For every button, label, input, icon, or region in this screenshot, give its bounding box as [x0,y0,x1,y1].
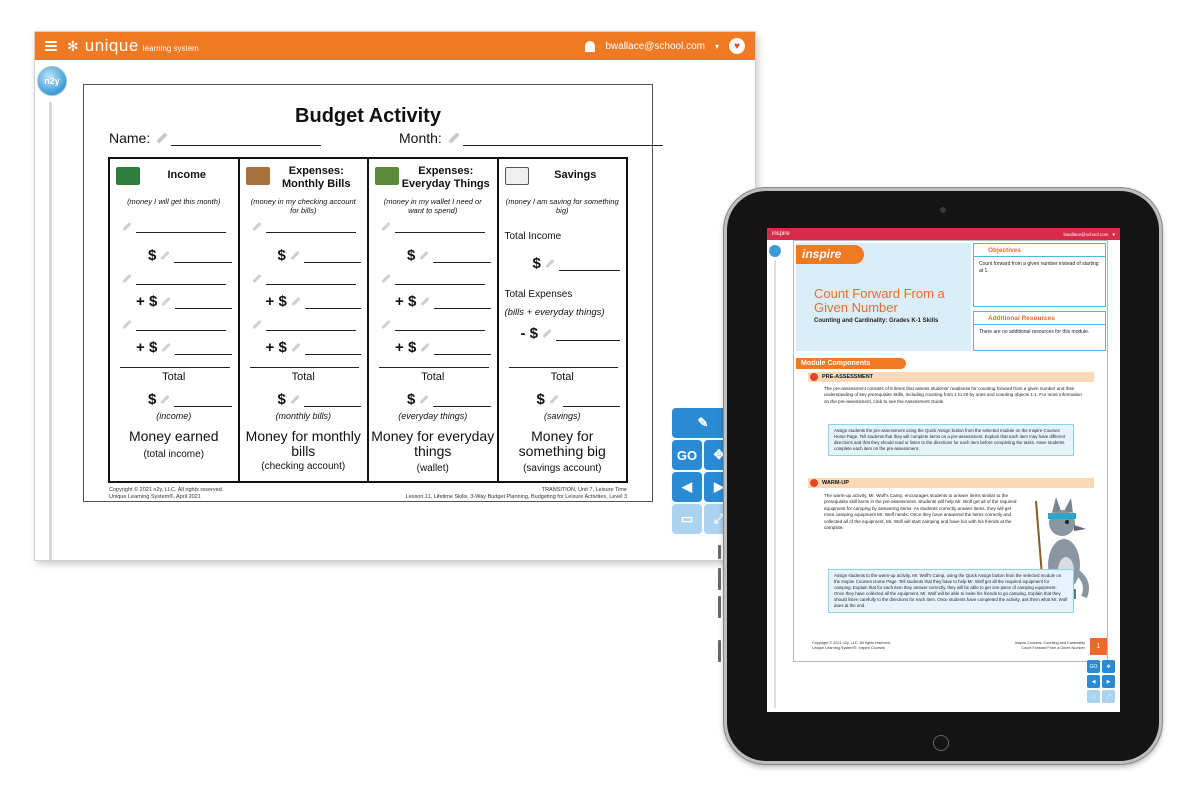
amount-line[interactable] [305,341,361,355]
wallet-icon [375,167,399,185]
warm-up-body: The warm-up activity, Mr. Wolf's Camp, encourages students to answer items similar to the prerequisite skill items in the pre-assessment. Students will help Mr. Wolf get all of the required equipment for camping by answering items. As students correctly answer items, they will get more camping equipment Mr. Wolf needs. Once they have answered the items correctly and collected all of the equipment, Mr. Wolf will start camping and have fun with his friends at the campsite. [824,493,1017,531]
dollar-sign: $ [278,339,287,356]
dollar-sign: $ [407,293,417,310]
total-line[interactable] [174,393,231,407]
total-line[interactable] [563,393,620,407]
divider [509,367,619,368]
footer-line: Unique Learning System®, April 2021 [109,494,201,500]
entry-line[interactable] [266,317,356,331]
pencil-icon [252,273,261,282]
total-income-label: Total Income [504,231,562,242]
dollar-sign: $ [536,391,545,408]
small-label: (total income) [143,449,205,460]
tablet-side-button [718,596,721,618]
entry-line[interactable] [136,317,226,331]
column-description: (money in my checking account for bills) [250,197,356,215]
entry-line[interactable] [395,271,485,285]
footer-line: TRANSITION, Unit 7, Leisure Time [541,487,627,493]
user-email[interactable]: bwallace@school.com [605,40,705,52]
pencil-icon [162,297,171,306]
small-label: (checking account) [261,461,346,472]
total-line[interactable] [304,393,361,407]
warm-up-note: Assign students to the warm-up activity, Mr. Wolf's Camp, using the Quick Assign button from the selected module on the Inspire Courses Home Page. Tell students that they have to help Mr. Wolf get all the required equipment for camping. Explain that for each item they answer correctly, they will be able to get one piece of camping equipment. Once they have collected all the equipment, Mr. Wolf will be able to invite his friends to go camping. Explain that they should listen carefully to the directions for each item. Once students have completed the activity, ask them what Mr. Wolf does at the end. [828,569,1074,613]
plus-sign: + [265,339,275,356]
warm-up-section [808,478,1094,488]
page-footer-left [812,641,891,651]
speech-bubble-icon[interactable]: ▭ [1087,690,1100,703]
amount-line[interactable] [434,341,490,355]
tablet-side-button [718,568,721,590]
amount-line[interactable] [305,295,361,309]
snowflake-icon: ✻ [67,38,79,54]
pencil-tool-button[interactable]: ✎ [672,408,734,438]
inspire-logo: inspire [796,245,864,264]
total-expenses-line[interactable] [556,327,620,341]
heart-icon[interactable]: ♥ [729,38,745,54]
dollar-sign: $ [148,391,157,408]
pencil-icon [381,221,390,230]
savings-column [499,159,627,481]
move-icon[interactable]: ✥ [704,440,734,470]
small-label: (wallet) [416,463,449,474]
total-label: Total [291,371,315,383]
plus-sign: + [136,293,145,310]
name-label: Name: [109,130,151,146]
objectives-box [973,243,1106,307]
pencil-icon [421,297,430,306]
pencil-icon [161,251,170,260]
budget-table [108,157,628,483]
pencil-icon [549,395,558,404]
pencil-icon [291,343,300,352]
resources-box [973,311,1106,351]
money-icon [116,167,140,185]
big-label: Money earned [128,428,219,444]
plus-sign: + [395,293,404,310]
dollar-sign: $ [407,339,417,356]
pencil-icon [161,395,170,404]
heart-icon[interactable]: ♥ [1112,231,1115,237]
footer-line: Lesson 11, Lifetime Skills, 3-Way Budget Planning, Budgeting for Leisure Activities, Level 3 [405,494,627,500]
expand-icon[interactable]: ⤢ [1102,690,1115,703]
entry-line[interactable] [266,271,356,285]
entry-line[interactable] [136,219,226,233]
binder-line [774,260,776,708]
resources-body: There are no additional resources for this module. [979,329,1090,335]
unique-app-window [35,32,755,560]
total-line[interactable] [433,393,490,407]
pencil-icon [122,319,131,328]
menu-icon[interactable] [45,41,57,51]
pencil-icon [420,251,429,260]
forward-arrow-icon[interactable]: ▶ [1102,675,1115,688]
name-field[interactable] [109,130,321,146]
month-label: Month: [399,130,442,146]
column-description: (money in my wallet I need or want to spend) [383,197,482,215]
entry-line[interactable] [395,317,485,331]
total-label: Total [421,371,445,383]
plus-sign: + [265,293,275,310]
sub-label: (everyday things) [398,411,468,421]
worksheet-footer-left [109,487,223,501]
dollar-sign: $ [532,255,541,272]
total-expenses-label: Total Expenses [504,289,573,300]
name-line[interactable] [171,132,321,146]
forward-arrow-icon[interactable]: ▶ [704,472,734,502]
amount-line[interactable] [175,295,231,309]
big-label: Money for everyday things [371,428,495,459]
pencil-icon [291,297,300,306]
brand-sub: learning system [142,44,199,53]
budget-worksheet [83,84,653,502]
section-title: PRE-ASSESSMENT [822,374,874,380]
tablet-side-button [718,545,721,559]
pencil-icon [122,273,131,282]
footer-line: Copyright © 2021 n2y, LLC. All rights reserved. [109,487,224,493]
pencil-icon [542,329,551,338]
check-icon [810,373,818,381]
pencil-icon [122,221,131,230]
big-label: Money for something big [518,428,606,459]
footer-line: Count Forward From a Given Number [1021,645,1085,650]
pre-assessment-section [808,372,1094,382]
entry-line[interactable] [266,219,356,233]
dollar-sign: $ [277,391,286,408]
column-title: Expenses: Everyday Things [401,165,490,190]
pencil-icon [252,319,261,328]
entry-line[interactable] [136,271,226,285]
column-title: Income [167,169,206,181]
small-label: (savings account) [523,463,602,474]
tablet-user-email[interactable]: bwallace@school.com [1063,231,1109,237]
dollar-sign: $ [529,325,539,342]
resources-title: Additional Resources [974,312,1105,325]
dollar-sign: $ [148,339,158,356]
brand-name: unique [84,36,139,55]
objectives-title: Objectives [974,244,1105,257]
monthly-bills-column [240,159,370,481]
worksheet-footer-right [406,487,627,501]
pencil-icon [381,273,390,282]
footer-line: Copyright © 2021 n2y, LLC. All rights reserved. [812,641,891,645]
pencil-icon [157,132,168,143]
pencil-icon [162,343,171,352]
plus-sign: + [136,339,145,356]
divider [120,367,230,368]
month-field[interactable] [399,130,663,146]
dollar-sign: $ [407,247,416,264]
pre-assessment-body: The pre-assessment consists of 8 items that assess students' readiness for counting forward from a given number and their understanding of key prerequisite skills, including counting from 1 to 20 by ones and counting objects 1:1. For more information on the pre-assessment, click to see the Assessment Guide. [824,386,1082,404]
camera-icon [940,207,946,213]
column-title: Savings [554,169,597,181]
footer-line: Unique Learning System®, Inspire Courses [812,645,886,650]
dollar-sign: $ [277,247,286,264]
brand-logo [67,36,199,56]
home-button[interactable] [933,735,949,751]
objective-item: Count forward from a given number instead of starting at 1. [979,261,1099,274]
column-description: (money I will get this month) [127,197,221,206]
expand-icon[interactable]: ⤢ [704,504,734,534]
move-icon[interactable]: ✥ [1102,660,1115,673]
dollar-sign: $ [148,293,158,310]
sub-label: (income) [156,411,192,421]
module-title: Count Forward From a Given Number [814,286,945,315]
expenses-note: (bills + everyday things) [504,307,605,318]
piggy-bank-icon [505,167,529,185]
section-title: WARM-UP [822,480,849,486]
sub-label: (savings) [543,411,581,421]
big-label: Money for monthly bills [245,428,361,459]
amount-line[interactable] [304,249,361,263]
minus-sign: - [520,325,526,342]
amount-line[interactable] [434,295,490,309]
total-label: Total [550,371,574,383]
pencil-icon [545,259,554,268]
house-icon [246,167,270,185]
total-income-line[interactable] [559,257,620,271]
pencil-icon [448,132,459,143]
column-description: (money I am saving for something big) [505,197,619,215]
n2y-logo-icon[interactable] [769,245,781,257]
pencil-icon [252,221,261,230]
n2y-logo-icon[interactable]: n2y [37,66,67,96]
tablet-side-button [718,640,721,662]
tablet-top-bar [767,228,1120,240]
entry-line[interactable] [395,219,485,233]
top-bar [35,32,755,60]
go-button[interactable]: GO [672,440,702,470]
pencil-icon [290,395,299,404]
page-footer-right [1015,641,1085,651]
hero-panel [796,243,971,351]
dollar-sign: $ [148,247,157,264]
check-icon [810,479,818,487]
amount-line[interactable] [433,249,490,263]
pencil-icon [421,343,430,352]
back-arrow-icon[interactable]: ◀ [1087,675,1100,688]
binder-line [49,102,52,560]
pre-assessment-note: Assign students the pre-assessment using the Quick Assign button from the selected module on the Inspire Courses Home Page. Tell students that they will complete items on a pre-assessment. Explain that each item may have different directions and that they should read or listen to the directions for each item before completing the tasks. Have students complete each item on the pre-assessment. [828,424,1074,456]
amount-line[interactable] [174,249,231,263]
bell-icon[interactable] [585,41,595,52]
module-subtitle: Counting and Cardinality: Grades K-1 Skills [814,318,939,324]
everyday-things-column [369,159,499,481]
dollar-sign: $ [278,293,287,310]
amount-line[interactable] [175,341,231,355]
worksheet-title: Budget Activity [295,105,441,127]
divider [379,367,489,368]
tablet-device [724,188,1162,764]
sub-label: (monthly bills) [275,411,331,421]
inspire-page [793,240,1108,662]
total-label: Total [162,371,186,383]
plus-sign: + [395,339,404,356]
chevron-down-icon[interactable]: ▾ [714,41,719,51]
month-line[interactable] [463,132,663,146]
divider [250,367,360,368]
pencil-icon [290,251,299,260]
pencil-icon [420,395,429,404]
page-number: 1 [1090,638,1107,655]
go-button[interactable]: GO [1087,660,1100,673]
back-arrow-icon[interactable]: ◀ [672,472,702,502]
column-title: Expenses: Monthly Bills [282,165,351,190]
tablet-screen [767,228,1120,712]
pencil-icon [381,319,390,328]
footer-line: Inspire Courses: Counting and Cardinality [1014,641,1085,645]
tablet-brand: inspire [772,231,790,237]
module-components-header: Module Components [796,358,906,369]
dollar-sign: $ [407,391,416,408]
income-column [110,159,240,481]
speech-bubble-icon[interactable]: ▭ [672,504,702,534]
